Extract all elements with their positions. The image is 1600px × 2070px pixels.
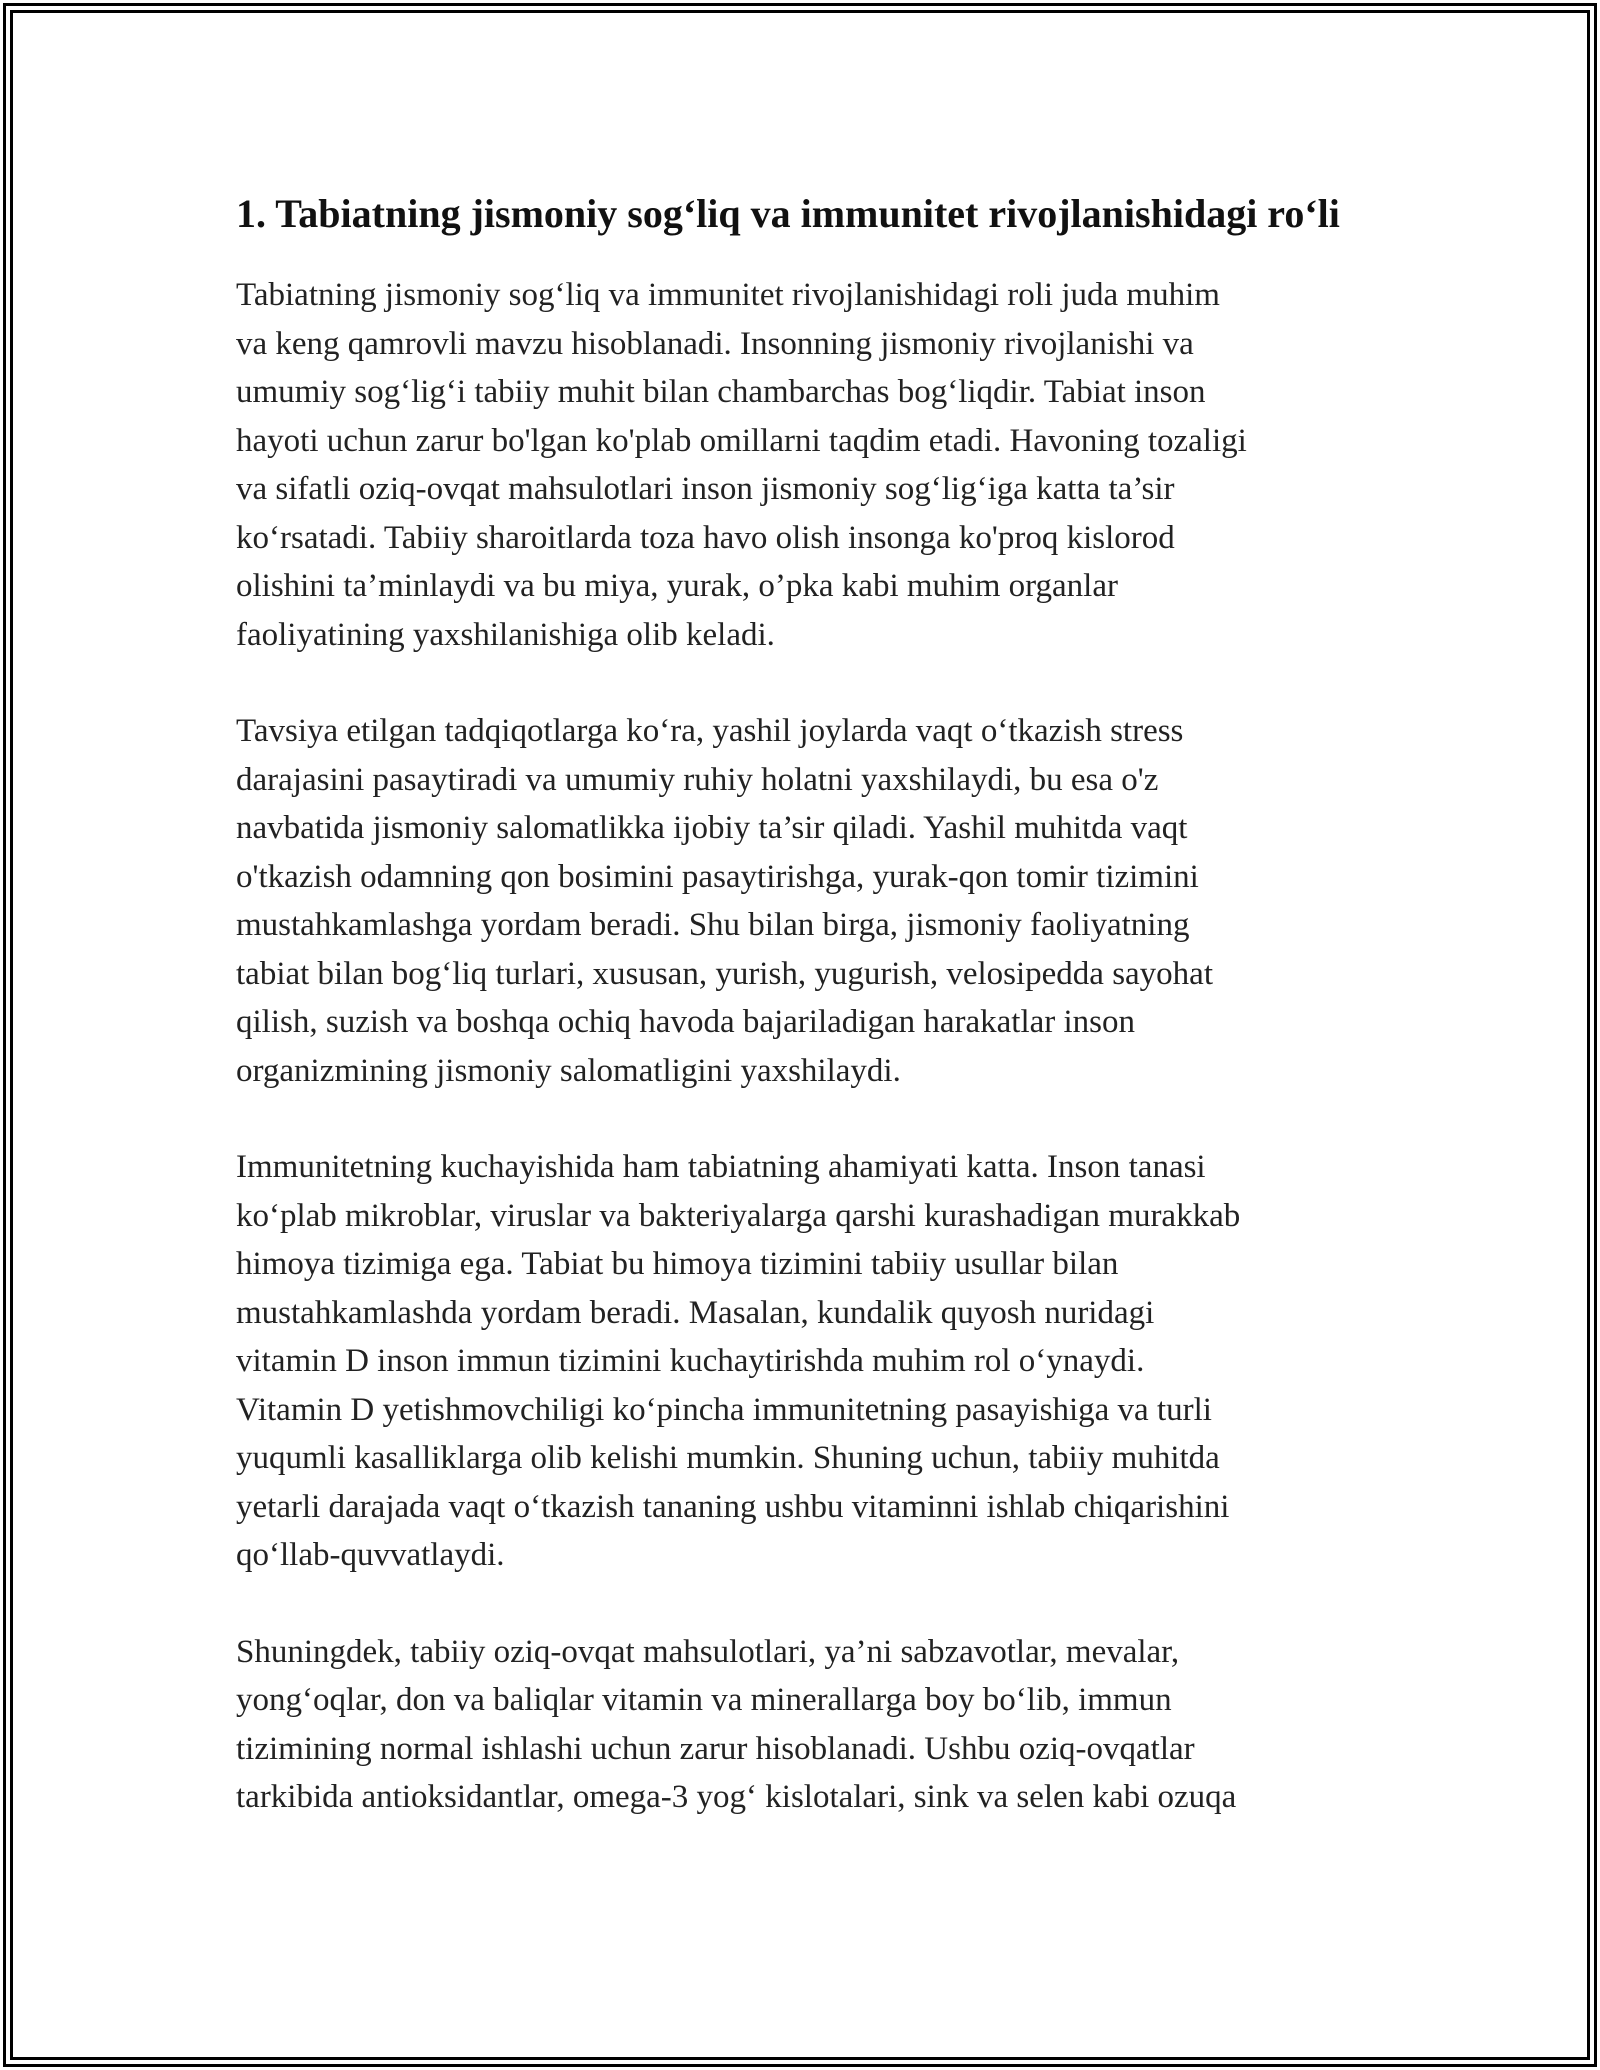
paragraph-4: Shuningdek, tabiiy oziq-ovqat mahsulotlari, ya’ni sabzavotlar, mevalar, yong‘oqlar, don va baliqlar vitamin va minerallarga boy bo‘lib, immun tizimining normal ishlashi uchun zarur hisoblanadi. Ushbu oziq-ovqatlar tarkibida antioksidantlar, omega-3 yog‘ kislotalari, sink va selen kabi ozuqa (236, 1633, 1237, 1815)
paragraph-1: Tabiatning jismoniy sog‘liq va immunitet rivojlanishidagi roli juda muhim va keng qamrovli mavzu hisoblanadi. Insonning jismoniy rivojlanishi va umumiy sog‘lig‘i tabiiy muhit bilan chambarchas bog‘liqdir. Tabiat inson hayoti uchun zarur bo'lgan ko'plab omillarni taqdim etadi. Havoning tozaligi va sifatli oziq-ovqat mahsulotlari inson jismoniy sog‘lig‘iga katta ta’sir ko‘rsatadi. Tabiiy sharoitlarda toza havo olish insonga ko'proq kislorod olishini ta’minlaydi va bu miya, yurak, o’pka kabi muhim organlar faoliyatining yaxshilanishiga olib keladi. (236, 277, 1247, 653)
document-body (236, 186, 1366, 1870)
paragraph-2: Tavsiya etilgan tadqiqotlarga ko‘ra, yashil joylarda vaqt o‘tkazish stress darajasini pasaytiradi va umumiy ruhiy holatni yaxshilaydi, bu esa o'z navbatida jismoniy salomatlikka ijobiy ta’sir qiladi. Yashil muhitda vaqt o'tkazish odamning qon bosimini pasaytirishga, yurak-qon tomir tizimini mustahkamlashga yordam beradi. Shu bilan birga, jismoniy faoliyatning tabiat bilan bog‘liq turlari, xususan, yurish, yugurish, velosipedda sayohat qilish, suzish va boshqa ochiq havoda bajariladigan harakatlar inson organizmining jismoniy salomatligini yaxshilaydi. (236, 713, 1213, 1089)
paragraph-3: Immunitetning kuchayishida ham tabiatning ahamiyati katta. Inson tanasi ko‘plab mikroblar, viruslar va bakteriyalarga qarshi kurashadigan murakkab himoya tizimiga ega. Tabiat bu himoya tizimini tabiiy usullar bilan mustahkamlashda yordam beradi. Masalan, kundalik quyosh nuridagi vitamin D inson immun tizimini kuchaytirishda muhim rol o‘ynaydi. Vitamin D yetishmovchiligi ko‘pincha immunitetning pasayishiga va turli yuqumli kasalliklarga olib kelishi mumkin. Shuning uchun, tabiiy muhitda yetarli darajada vaqt o‘tkazish tananing ushbu vitaminni ishlab chiqarishini qo‘llab-quvvatlaydi. (236, 1149, 1241, 1573)
page-title: 1. Tabiatning jismoniy sog‘liq va immunitet rivojlanishidagi ro‘li (236, 191, 1340, 236)
